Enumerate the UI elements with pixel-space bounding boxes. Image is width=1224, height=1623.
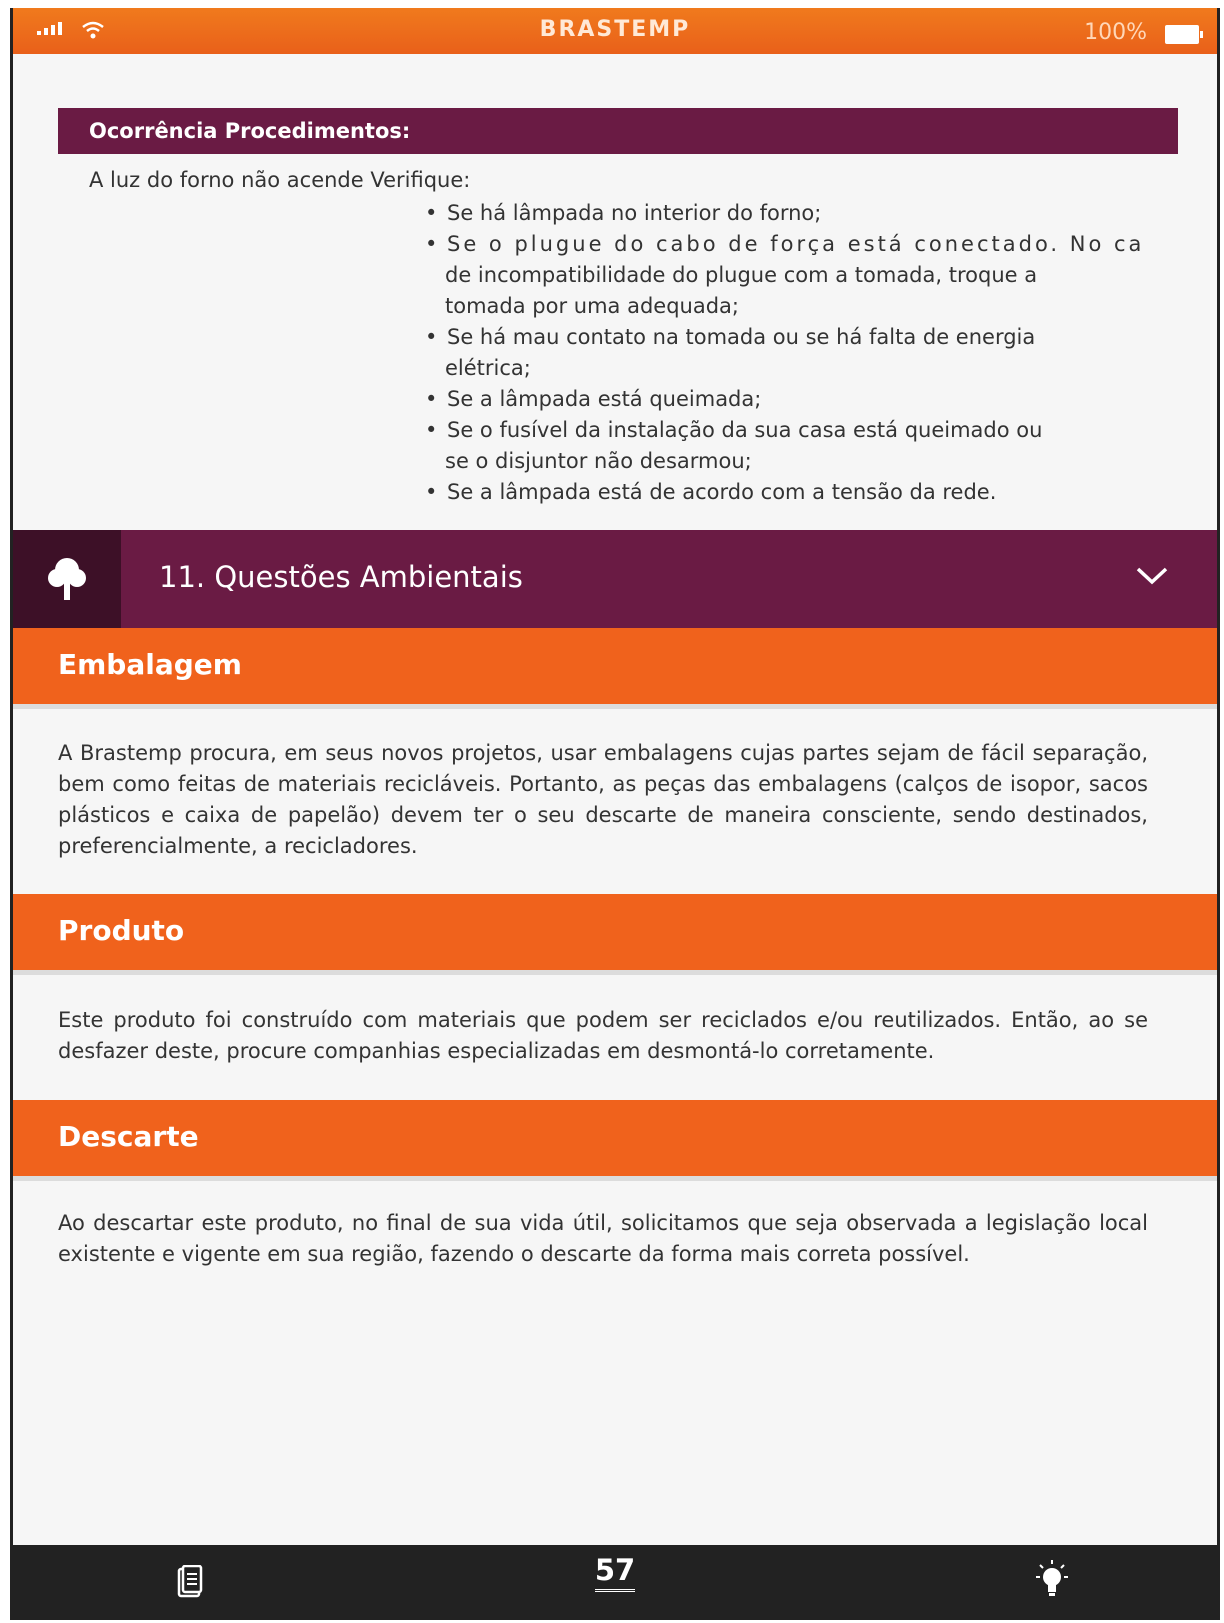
occurrence-intro: A luz do forno não acende Verifique: bbox=[89, 168, 471, 192]
tree-icon bbox=[47, 556, 87, 602]
lightbulb-icon[interactable] bbox=[1033, 1559, 1071, 1601]
page-number-value: 57 bbox=[595, 1553, 635, 1592]
check-item: • Se a lâmpada está de acordo com a tensão da rede. bbox=[423, 477, 1220, 508]
check-list bbox=[423, 198, 1220, 508]
produto-title: Produto bbox=[58, 914, 185, 947]
section-icon-box bbox=[13, 530, 121, 628]
embalagem-text: A Brastemp procura, em seus novos projetos, usar embalagens cujas partes sejam de fácil separação, bem como feitas de materiais recicláveis. Portanto, as peças das embalagens (calços de isopor, sacos plásticos e caixa de papelão) devem ter o seu descarte de maneira consciente, sendo destinados, preferencialmente, a recicladores. bbox=[58, 741, 1148, 858]
app-screen bbox=[10, 8, 1220, 1620]
battery-icon bbox=[1165, 25, 1199, 44]
check-item-continued: elétrica; bbox=[445, 356, 531, 380]
check-item: • Se o plugue do cabo de força está conectado. No ca bbox=[423, 229, 1220, 260]
descarte-header bbox=[13, 1100, 1217, 1181]
brand-logo: BRASTEMP bbox=[539, 17, 691, 42]
check-item-continued: de incompatibilidade do plugue com a tomada, troque a bbox=[445, 263, 1038, 287]
check-item: • Se há mau contato na tomada ou se há falta de energia bbox=[423, 322, 1220, 353]
chevron-down-icon[interactable] bbox=[1135, 565, 1169, 587]
check-item-continued: tomada por uma adequada; bbox=[445, 294, 739, 318]
check-item: • Se a lâmpada está queimada; bbox=[423, 384, 1220, 415]
status-bar bbox=[13, 8, 1217, 54]
descarte-title: Descarte bbox=[58, 1120, 199, 1153]
occurrence-header: Ocorrência Procedimentos: bbox=[58, 108, 1178, 154]
produto-header bbox=[13, 894, 1217, 975]
bottom-bar bbox=[13, 1545, 1217, 1620]
produto-text: Este produto foi construído com materiais que podem ser reciclados e/ou reutilizados. Então, ao se desfazer deste, procure companhias especializadas em desmontá-lo corretamente. bbox=[58, 1008, 1148, 1063]
embalagem-title: Embalagem bbox=[58, 648, 242, 681]
descarte-text: Ao descartar este produto, no final de sua vida útil, solicitamos que seja observada a legislação local existente e vigente em sua região, fazendo o descarte da forma mais correta possível. bbox=[58, 1211, 1148, 1266]
embalagem-header bbox=[13, 628, 1217, 709]
check-item: • Se o fusível da instalação da sua casa está queimado ou bbox=[423, 415, 1220, 446]
check-item: • Se há lâmpada no interior do forno; bbox=[423, 198, 1220, 229]
battery-percent: 100% bbox=[1084, 20, 1147, 45]
section-title: 11. Questões Ambientais bbox=[159, 560, 523, 594]
section-header-environment[interactable] bbox=[13, 530, 1217, 628]
check-item-continued: se o disjuntor não desarmou; bbox=[445, 449, 752, 473]
